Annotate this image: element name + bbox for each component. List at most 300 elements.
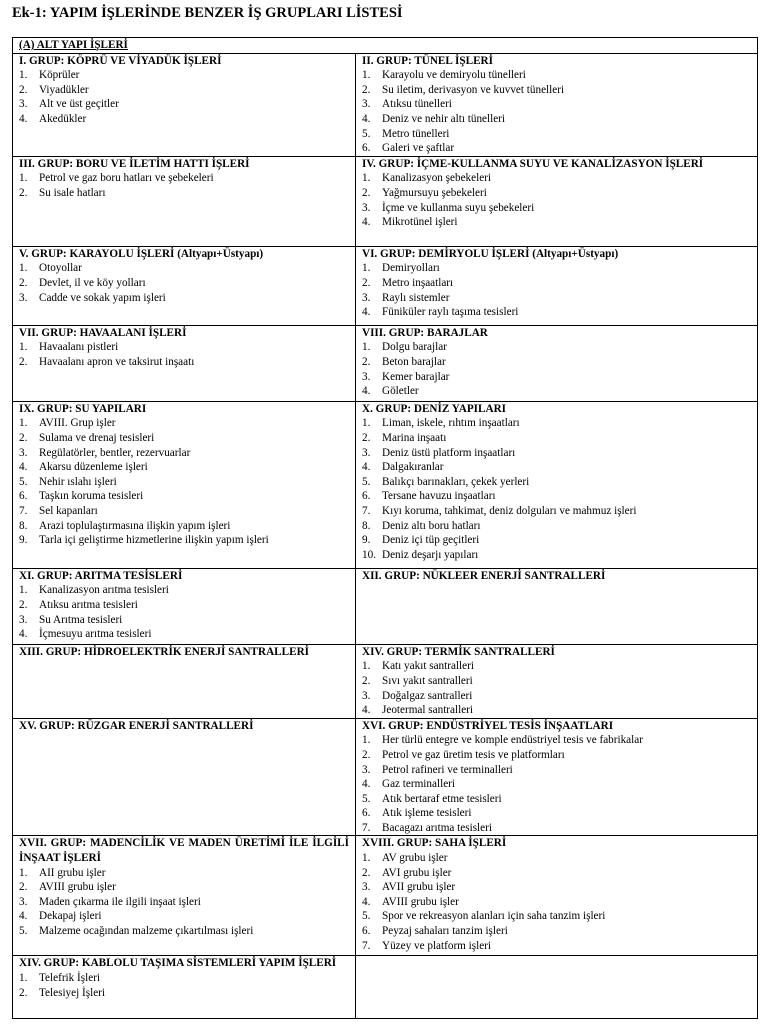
item-number: 5. — [362, 792, 371, 805]
item-number: 2. — [362, 276, 371, 289]
group-cell — [13, 718, 356, 836]
item-text: AII grubu işler — [39, 866, 106, 879]
item-number: 5. — [19, 475, 28, 488]
group-title: XIV. GRUP: TERMİK SANTRALLERİ — [362, 645, 555, 658]
item-text: İçme ve kullanma suyu şebekeleri — [382, 201, 535, 214]
item-text: Devlet, il ve köy yolları — [39, 276, 146, 289]
item-number: 2. — [362, 866, 371, 879]
group-item-list — [362, 340, 751, 398]
group-row — [13, 246, 758, 325]
group-item — [362, 201, 751, 216]
group-title: XV. GRUP: RÜZGAR ENERJİ SANTRALLERİ — [19, 719, 254, 732]
group-item — [362, 733, 751, 748]
group-item — [362, 659, 751, 674]
work-groups-table — [12, 37, 758, 1019]
item-number: 1. — [19, 172, 28, 185]
group-item — [362, 792, 751, 807]
item-number: 1. — [19, 972, 28, 985]
item-text: Mikrotünel işleri — [382, 216, 458, 229]
item-number: 2. — [19, 598, 28, 611]
group-item-list — [362, 68, 751, 156]
item-number: 1. — [362, 852, 371, 865]
group-item-list — [19, 340, 349, 369]
item-text: Su iletim, derivasyon ve kuvvet tünelleri — [382, 83, 565, 96]
group-item-list — [19, 261, 349, 305]
group-cell — [356, 956, 758, 1019]
item-text: Deniz ve nehir altı tünelleri — [382, 112, 506, 125]
item-number: 9. — [362, 534, 371, 547]
group-item — [362, 895, 751, 910]
item-number: 4. — [362, 216, 371, 229]
group-cell — [13, 644, 356, 718]
group-title: II. GRUP: TÜNEL İŞLERİ — [362, 54, 493, 67]
item-text: Petrol rafineri ve terminalleri — [382, 763, 513, 776]
item-number: 3. — [19, 446, 28, 459]
item-number: 9. — [19, 534, 28, 547]
item-number: 2. — [362, 748, 371, 761]
group-item — [362, 806, 751, 821]
item-text: Gaz terminalleri — [382, 778, 455, 791]
item-text: Petrol ve gaz üretim tesis ve platformları — [382, 748, 565, 761]
item-text: Bacagazı arıtma tesisleri — [382, 821, 492, 834]
group-title: III. GRUP: BORU VE İLETİM HATTI İŞLERİ — [19, 157, 250, 170]
item-text: Nehir ıslahı işleri — [39, 475, 117, 488]
group-row — [13, 718, 758, 836]
group-item — [19, 431, 349, 446]
group-item-list — [19, 971, 349, 1000]
item-text: Kıyı koruma, tahkimat, deniz dolguları ve mahmuz işleri — [382, 504, 637, 517]
group-item — [19, 924, 349, 939]
item-text: Viyadükler — [39, 83, 89, 96]
item-text: Tarla içi geliştirme hizmetlerine ilişkin yapım işleri — [39, 534, 269, 547]
item-text: Kanalizasyon arıtma tesisleri — [39, 584, 169, 597]
item-text: Akarsu düzenleme işleri — [39, 461, 148, 474]
group-item — [19, 68, 349, 83]
item-number: 5. — [362, 475, 371, 488]
group-row — [13, 53, 758, 156]
item-text: Jeotermal santralleri — [382, 704, 474, 717]
item-text: Kemer barajlar — [382, 370, 450, 383]
group-item — [362, 533, 751, 548]
item-number: 7. — [362, 504, 371, 517]
group-item — [362, 97, 751, 112]
item-text: AVIII grubu işler — [39, 881, 116, 894]
item-number: 1. — [19, 341, 28, 354]
item-number: 2. — [19, 881, 28, 894]
group-item — [19, 460, 349, 475]
item-number: 1. — [19, 417, 28, 430]
group-item — [19, 519, 349, 534]
group-item-list — [19, 171, 349, 200]
group-item — [362, 519, 751, 534]
group-cell — [13, 325, 356, 401]
item-text: Liman, iskele, rıhtım inşaatları — [382, 417, 520, 430]
item-number: 3. — [362, 291, 371, 304]
group-item — [362, 276, 751, 291]
group-item — [19, 489, 349, 504]
group-item-list — [362, 416, 751, 562]
item-text: Arazi toplulaştırmasına ilişkin yapım işleri — [39, 519, 231, 532]
group-item — [362, 548, 751, 563]
group-title: VII. GRUP: HAVAALANI İŞLERİ — [19, 326, 187, 339]
item-number: 3. — [362, 763, 371, 776]
item-number: 7. — [362, 939, 371, 952]
group-cell — [356, 401, 758, 568]
page-title: Ek-1: YAPIM İŞLERİNDE BENZER İŞ GRUPLARI LİSTESİ — [12, 5, 403, 21]
item-text: Deniz altı boru hatları — [382, 519, 481, 532]
group-title: IX. GRUP: SU YAPILARI — [19, 402, 147, 415]
item-text: Göletler — [382, 385, 419, 398]
item-number: 1. — [362, 172, 371, 185]
group-item — [362, 504, 751, 519]
group-item — [362, 924, 751, 939]
group-item — [362, 880, 751, 895]
group-title: XVII. GRUP: MADENCİLİK VE MADEN ÜRETİMİ İLE İLGİLİ İNŞAAT İŞLERİ — [19, 837, 349, 865]
group-item-list — [362, 851, 751, 953]
group-item — [19, 909, 349, 924]
group-item — [362, 460, 751, 475]
group-row — [13, 401, 758, 568]
group-item-list — [19, 583, 349, 641]
group-item — [19, 355, 349, 370]
group-cell — [356, 246, 758, 325]
item-number: 1. — [19, 69, 28, 82]
item-number: 3. — [19, 613, 28, 626]
item-number: 2. — [19, 186, 28, 199]
group-item — [362, 355, 751, 370]
item-number: 3. — [19, 291, 28, 304]
item-number: 3. — [362, 98, 371, 111]
item-number: 1. — [362, 734, 371, 747]
group-item — [19, 475, 349, 490]
item-number: 2. — [19, 83, 28, 96]
group-item — [362, 340, 751, 355]
item-number: 3. — [362, 370, 371, 383]
group-cell — [13, 156, 356, 246]
group-title: XVIII. GRUP: SAHA İŞLERİ — [362, 837, 507, 850]
item-number: 3. — [19, 895, 28, 908]
item-number: 1. — [362, 69, 371, 82]
item-text: Balıkçı barınakları, çekek yerleri — [382, 475, 530, 488]
group-item — [19, 971, 349, 986]
group-title: XIII. GRUP: HİDROELEKTRİK ENERJİ SANTRALLERİ — [19, 645, 309, 658]
item-text: AV grubu işler — [382, 852, 448, 865]
group-item — [362, 475, 751, 490]
item-number: 2. — [19, 986, 28, 999]
item-number: 1. — [19, 584, 28, 597]
item-number: 6. — [362, 925, 371, 938]
item-number: 7. — [19, 504, 28, 517]
group-row — [13, 644, 758, 718]
item-number: 2. — [362, 355, 371, 368]
item-number: 10. — [362, 548, 376, 561]
item-text: Katı yakıt santralleri — [382, 660, 474, 673]
item-text: İçmesuyu arıtma tesisleri — [39, 628, 152, 641]
group-title: XVI. GRUP: ENDÜSTRİYEL TESİS İNŞAATLARI — [362, 719, 614, 732]
item-number: 2. — [362, 431, 371, 444]
group-title: VI. GRUP: DEMİRYOLU İŞLERİ (Altyapı+Üstyapı) — [362, 247, 619, 260]
group-item — [362, 446, 751, 461]
group-item — [19, 291, 349, 306]
item-text: Havaalanı pistleri — [39, 341, 119, 354]
group-item — [19, 276, 349, 291]
item-number: 5. — [362, 910, 371, 923]
group-row — [13, 325, 758, 401]
group-row — [13, 156, 758, 246]
item-text: Atık bertaraf etme tesisleri — [382, 792, 502, 805]
item-number: 4. — [19, 112, 28, 125]
item-number: 6. — [362, 807, 371, 820]
item-number: 4. — [19, 910, 28, 923]
group-item — [19, 598, 349, 613]
group-item — [19, 504, 349, 519]
group-title: I. GRUP: KÖPRÜ VE VİYADÜK İŞLERİ — [19, 54, 222, 67]
group-item-list — [362, 733, 751, 835]
item-number: 3. — [19, 98, 28, 111]
item-number: 3. — [362, 446, 371, 459]
item-number: 6. — [362, 142, 371, 155]
group-item — [19, 112, 349, 127]
item-number: 6. — [19, 490, 28, 503]
group-item — [362, 384, 751, 399]
item-number: 2. — [19, 355, 28, 368]
item-number: 6. — [362, 490, 371, 503]
group-item — [19, 446, 349, 461]
item-number: 4. — [19, 628, 28, 641]
item-text: AVIII grubu işler — [382, 895, 459, 908]
item-number: 4. — [362, 112, 371, 125]
group-item — [19, 583, 349, 598]
item-text: Tersane havuzu inşaatları — [382, 490, 496, 503]
group-title: V. GRUP: KARAYOLU İŞLERİ (Altyapı+Üstyapı) — [19, 247, 264, 260]
group-item — [19, 416, 349, 431]
group-item — [362, 305, 751, 320]
group-item — [19, 261, 349, 276]
group-item — [362, 909, 751, 924]
section-header: (A) ALT YAPI İŞLERİ — [13, 38, 758, 54]
group-item — [362, 186, 751, 201]
group-item — [362, 703, 751, 718]
item-text: Atıksu tünelleri — [382, 98, 452, 111]
item-text: Peyzaj sahaları tanzim işleri — [382, 925, 508, 938]
item-text: Deniz deşarjı yapıları — [382, 548, 479, 561]
group-item — [362, 261, 751, 276]
group-title: XII. GRUP: NÜKLEER ENERJİ SANTRALLERİ — [362, 569, 606, 582]
item-number: 7. — [362, 821, 371, 834]
group-title: XIV. GRUP: KABLOLU TAŞIMA SİSTEMLERİ YAPIM İŞLERİ — [19, 957, 337, 970]
group-title: XI. GRUP: ARITMA TESİSLERİ — [19, 569, 183, 582]
group-item — [362, 489, 751, 504]
item-number: 1. — [362, 262, 371, 275]
item-text: Kanalizasyon şebekeleri — [382, 172, 492, 185]
group-item — [362, 291, 751, 306]
group-item — [362, 851, 751, 866]
group-item — [19, 83, 349, 98]
item-text: Regülatörler, bentler, rezervuarlar — [39, 446, 191, 459]
group-title: VIII. GRUP: BARAJLAR — [362, 326, 488, 339]
item-text: Füniküler raylı taşıma tesisleri — [382, 306, 519, 319]
group-item — [19, 866, 349, 881]
group-item-list — [362, 659, 751, 717]
group-item — [362, 866, 751, 881]
item-number: 8. — [19, 519, 28, 532]
item-number: 2. — [362, 83, 371, 96]
group-cell — [13, 401, 356, 568]
item-text: Malzeme ocağından malzeme çıkartılması işleri — [39, 925, 254, 938]
item-number: 2. — [19, 431, 28, 444]
item-text: Akedükler — [39, 112, 87, 125]
group-cell — [356, 325, 758, 401]
group-item — [362, 821, 751, 836]
group-item — [19, 533, 349, 548]
item-number: 3. — [362, 689, 371, 702]
item-text: Alt ve üst geçitler — [39, 98, 119, 111]
item-number: 4. — [362, 778, 371, 791]
group-row — [13, 956, 758, 1019]
item-text: Her türlü entegre ve komple endüstriyel tesis ve fabrikalar — [382, 734, 643, 747]
group-item — [362, 777, 751, 792]
group-cell — [356, 836, 758, 956]
group-cell — [13, 246, 356, 325]
item-text: Doğalgaz santralleri — [382, 689, 473, 702]
group-item-list — [19, 866, 349, 939]
item-text: Su isale hatları — [39, 186, 106, 199]
item-number: 2. — [19, 276, 28, 289]
group-item — [19, 895, 349, 910]
item-text: Sulama ve drenaj tesisleri — [39, 431, 155, 444]
item-text: Dalgakıranlar — [382, 461, 444, 474]
item-number: 1. — [19, 866, 28, 879]
group-item — [362, 939, 751, 954]
group-item — [19, 613, 349, 628]
group-item — [19, 97, 349, 112]
item-text: Telefrik İşleri — [39, 972, 101, 985]
group-item — [362, 689, 751, 704]
group-item — [19, 627, 349, 642]
item-text: Karayolu ve demiryolu tünelleri — [382, 69, 526, 82]
item-text: Raylı sistemler — [382, 291, 450, 304]
item-number: 1. — [362, 660, 371, 673]
item-text: AVII grubu işler — [382, 881, 456, 894]
item-text: AVIII. Grup işler — [39, 417, 116, 430]
item-text: Yüzey ve platform işleri — [382, 939, 492, 952]
item-text: Telesiyej İşleri — [39, 986, 106, 999]
item-text: Atıksu arıtma tesisleri — [39, 598, 138, 611]
item-number: 1. — [362, 417, 371, 430]
item-number: 5. — [362, 127, 371, 140]
item-text: Metro inşaatları — [382, 276, 454, 289]
item-text: Atık işleme tesisleri — [382, 807, 472, 820]
group-cell — [356, 644, 758, 718]
group-item — [362, 141, 751, 156]
item-text: Yağmursuyu şebekeleri — [382, 186, 487, 199]
item-text: Havaalanı apron ve taksirut inşaatı — [39, 355, 195, 368]
group-item — [362, 674, 751, 689]
item-text: Taşkın koruma tesisleri — [39, 490, 144, 503]
group-cell — [13, 836, 356, 956]
group-item — [362, 171, 751, 186]
group-item-list — [362, 171, 751, 229]
item-number: 4. — [362, 306, 371, 319]
item-number: 2. — [362, 186, 371, 199]
group-item — [362, 83, 751, 98]
item-text: Otoyollar — [39, 262, 82, 275]
item-text: Galeri ve şaftlar — [382, 142, 455, 155]
section-header-row — [13, 38, 758, 54]
item-text: Maden çıkarma ile ilgili inşaat işleri — [39, 895, 201, 908]
item-number: 4. — [19, 461, 28, 474]
item-number: 2. — [362, 674, 371, 687]
group-item — [19, 340, 349, 355]
item-text: Deniz üstü platform inşaatları — [382, 446, 516, 459]
item-text: Su Arıtma tesisleri — [39, 613, 123, 626]
item-number: 5. — [19, 925, 28, 938]
item-number: 4. — [362, 461, 371, 474]
item-text: Spor ve rekreasyon alanları için saha tanzim işleri — [382, 910, 606, 923]
item-text: Dolgu barajlar — [382, 341, 447, 354]
item-text: Cadde ve sokak yapım işleri — [39, 291, 166, 304]
item-text: AVI grubu işler — [382, 866, 452, 879]
item-number: 8. — [362, 519, 371, 532]
item-text: Beton barajlar — [382, 355, 446, 368]
group-cell — [13, 568, 356, 644]
group-title: X. GRUP: DENİZ YAPILARI — [362, 402, 506, 415]
group-item — [362, 127, 751, 142]
item-text: Dekapaj işleri — [39, 910, 102, 923]
group-item — [362, 215, 751, 230]
group-item — [362, 370, 751, 385]
item-text: Petrol ve gaz boru hatları ve şebekeleri — [39, 172, 214, 185]
group-item — [362, 763, 751, 778]
item-number: 1. — [362, 341, 371, 354]
group-row — [13, 836, 758, 956]
item-number: 3. — [362, 201, 371, 214]
group-row — [13, 568, 758, 644]
item-text: Deniz içi tüp geçitleri — [382, 534, 480, 547]
item-text: Metro tünelleri — [382, 127, 450, 140]
item-text: Marina inşaatı — [382, 431, 447, 444]
group-item-list — [362, 261, 751, 319]
group-item — [19, 986, 349, 1001]
group-title: IV. GRUP: İÇME-KULLANMA SUYU VE KANALİZASYON İŞLERİ — [362, 157, 704, 170]
item-number: 4. — [362, 704, 371, 717]
group-item — [362, 748, 751, 763]
group-item — [362, 68, 751, 83]
item-number: 4. — [362, 385, 371, 398]
group-item — [362, 112, 751, 127]
item-number: 1. — [19, 262, 28, 275]
group-item — [19, 186, 349, 201]
item-text: Demiryolları — [382, 262, 440, 275]
group-cell — [356, 156, 758, 246]
group-item — [19, 880, 349, 895]
item-text: Köprüler — [39, 69, 80, 82]
group-cell — [356, 718, 758, 836]
group-item-list — [19, 68, 349, 126]
group-cell — [13, 956, 356, 1019]
group-item — [362, 431, 751, 446]
group-item — [19, 171, 349, 186]
group-cell — [356, 568, 758, 644]
item-text: Sel kapanları — [39, 504, 98, 517]
item-text: Sıvı yakıt santralleri — [382, 674, 473, 687]
group-item-list — [19, 416, 349, 547]
item-number: 3. — [362, 881, 371, 894]
item-number: 4. — [362, 895, 371, 908]
group-cell — [356, 53, 758, 156]
group-cell — [13, 53, 356, 156]
group-item — [362, 416, 751, 431]
